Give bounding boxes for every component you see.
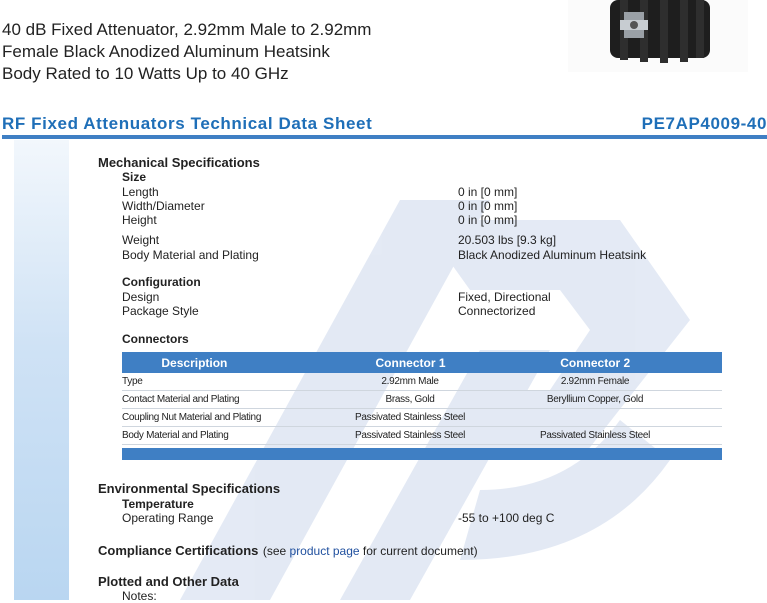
configuration-heading: Configuration [122,275,201,289]
product-title-line: Body Rated to 10 Watts Up to 40 GHz [2,64,289,83]
spec-label: Body Material and Plating [122,248,259,262]
size-heading: Size [122,170,147,184]
table-cell: Brass, Gold [385,394,435,405]
spec-value: Black Anodized Aluminum Heatsink [458,248,647,262]
column-header: Connector 2 [560,355,631,370]
column-header: Description [161,355,228,370]
table-cell: Passivated Stainless Steel [539,430,651,441]
side-decoration-bar [14,140,69,600]
table-cell: Beryllium Copper, Gold [546,394,644,405]
table-row [122,409,722,427]
part-number: PE7AP4009-40 [641,114,767,133]
spec-value: 0 in [0 mm] [458,185,518,199]
plotted-heading: Plotted and Other Data [98,574,239,589]
connectors-table [122,352,722,460]
table-cell: Passivated Stainless Steel [354,430,466,441]
spec-label: Weight [122,233,160,247]
table-row [122,427,722,445]
table-row [122,373,722,391]
product-title-line: Female Black Anodized Aluminum Heatsink [2,42,330,61]
notes-label: Notes: [122,589,157,603]
column-header: Connector 1 [375,355,446,370]
table-header-row [122,352,722,373]
connectors-heading: Connectors [122,332,189,346]
spec-label: Operating Range [122,511,214,525]
product-title-line: 40 dB Fixed Attenuator, 2.92mm Male to 2.92mm [2,20,372,39]
table-cell: 2.92mm Female [560,376,630,387]
table-cell: Coupling Nut Material and Plating [122,412,262,423]
compliance-note-prefix: (see [262,544,290,558]
spec-value: 20.503 lbs [9.3 kg] [458,233,557,247]
table-cell: 2.92mm Male [381,376,439,387]
mechanical-heading: Mechanical Specifications [98,155,260,170]
compliance-heading: Compliance Certifications [98,543,259,558]
product-title [2,19,422,85]
compliance-note-suffix: for current document) [359,544,478,558]
temperature-heading: Temperature [122,497,194,511]
attenuator-product-photo [568,0,748,72]
spec-value: 0 in [0 mm] [458,213,518,227]
compliance-line [98,542,478,560]
spec-label: Length [122,185,159,199]
spec-label: Design [122,290,160,304]
datasheet-title: RF Fixed Attenuators Technical Data Sheet [2,114,373,133]
table-cell: Type [122,376,143,387]
datasheet-header [0,114,767,134]
spec-value: -55 to +100 deg C [458,511,555,525]
spec-label: Package Style [122,304,199,318]
table-cell: Contact Material and Plating [122,394,240,405]
spec-label: Width/Diameter [122,199,205,213]
spec-value: 0 in [0 mm] [458,199,518,213]
table-footer-bar [122,448,722,460]
table-row [122,391,722,409]
spec-value: Fixed, Directional [458,290,551,304]
table-cell: Body Material and Plating [122,430,229,441]
table-cell: Passivated Stainless Steel [354,412,466,423]
product-page-link[interactable]: product page [289,544,360,558]
environmental-heading: Environmental Specifications [98,481,281,496]
spec-label: Height [122,213,157,227]
header-divider [2,135,767,139]
spec-value: Connectorized [458,304,536,318]
